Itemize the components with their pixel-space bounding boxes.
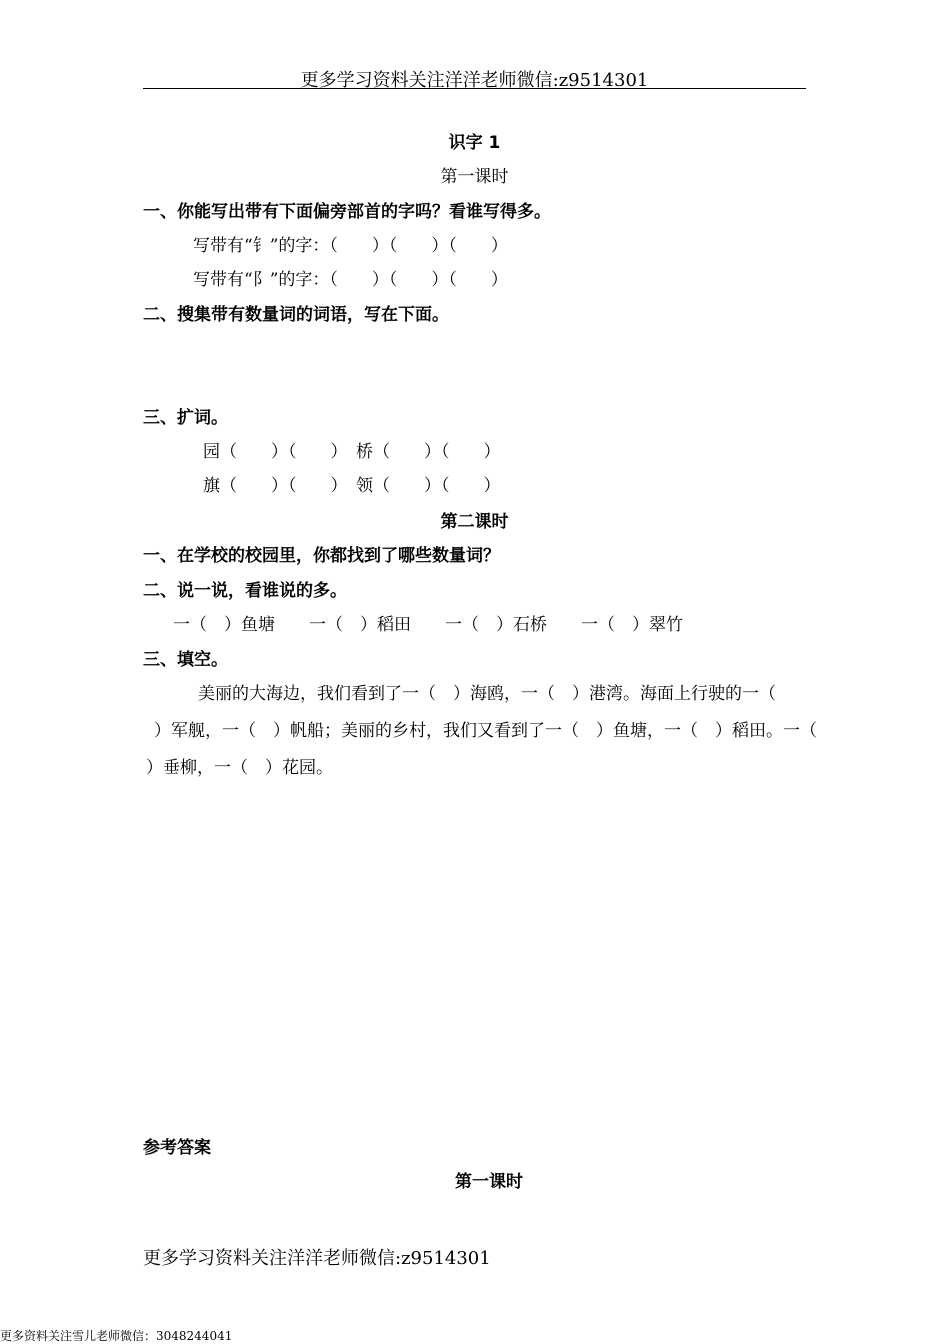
lesson2-q3-line1: 美丽的大海边，我们看到了一（ ）海鸥，一（ ）港湾。海面上行驶的一（ <box>198 684 776 704</box>
lesson2-q1-title: 一、在学校的校园里，你都找到了哪些数量词？ <box>143 546 500 566</box>
page-title: 识字 1 <box>448 133 501 153</box>
lesson1-heading: 第一课时 <box>440 167 509 187</box>
page-footer: 更多学习资料关注洋洋老师微信:z9514301 <box>143 1248 491 1269</box>
answers-lesson1-heading: 第一课时 <box>455 1172 523 1192</box>
lesson1-q1-title: 一、你能写出带有下面偏旁部首的字吗？看谁写得多。 <box>143 202 551 222</box>
page-header: 更多学习资料关注洋洋老师微信:z9514301 <box>300 70 649 91</box>
lesson1-q3-title: 三、扩词。 <box>143 408 228 428</box>
answers-title: 参考答案 <box>143 1138 211 1158</box>
lesson1-q3-line2: 旗（ ）（ ） 领（ ）（ ） <box>203 476 501 496</box>
lesson1-q1-line2: 写带有“阝”的字：（ ）（ ）（ ） <box>193 270 508 290</box>
header-rule <box>143 88 806 89</box>
lesson2-q3-title: 三、填空。 <box>143 650 228 670</box>
corner-watermark: 更多资料关注雪儿老师微信：3048244041 <box>0 1329 233 1343</box>
lesson2-q3-line2: ）军舰，一（ ）帆船；美丽的乡村，我们又看到了一（ ）鱼塘，一（ ）稻田。一（ <box>154 721 817 741</box>
lesson1-q1-line1: 写带有“钅”的字：（ ）（ ）（ ） <box>193 236 508 256</box>
lesson1-q2-title: 二、搜集带有数量词的词语，写在下面。 <box>143 305 449 325</box>
lesson2-heading: 第二课时 <box>440 512 509 532</box>
lesson2-q2-title: 二、说一说，看谁说的多。 <box>143 581 347 601</box>
lesson2-q2-line: 一（ ）鱼塘 一（ ）稻田 一（ ）石桥 一（ ）翠竹 <box>173 615 683 635</box>
lesson2-q3-line3: ）垂柳，一（ ）花园。 <box>146 758 333 778</box>
lesson1-q3-line1: 园（ ）（ ） 桥（ ）（ ） <box>203 442 501 462</box>
